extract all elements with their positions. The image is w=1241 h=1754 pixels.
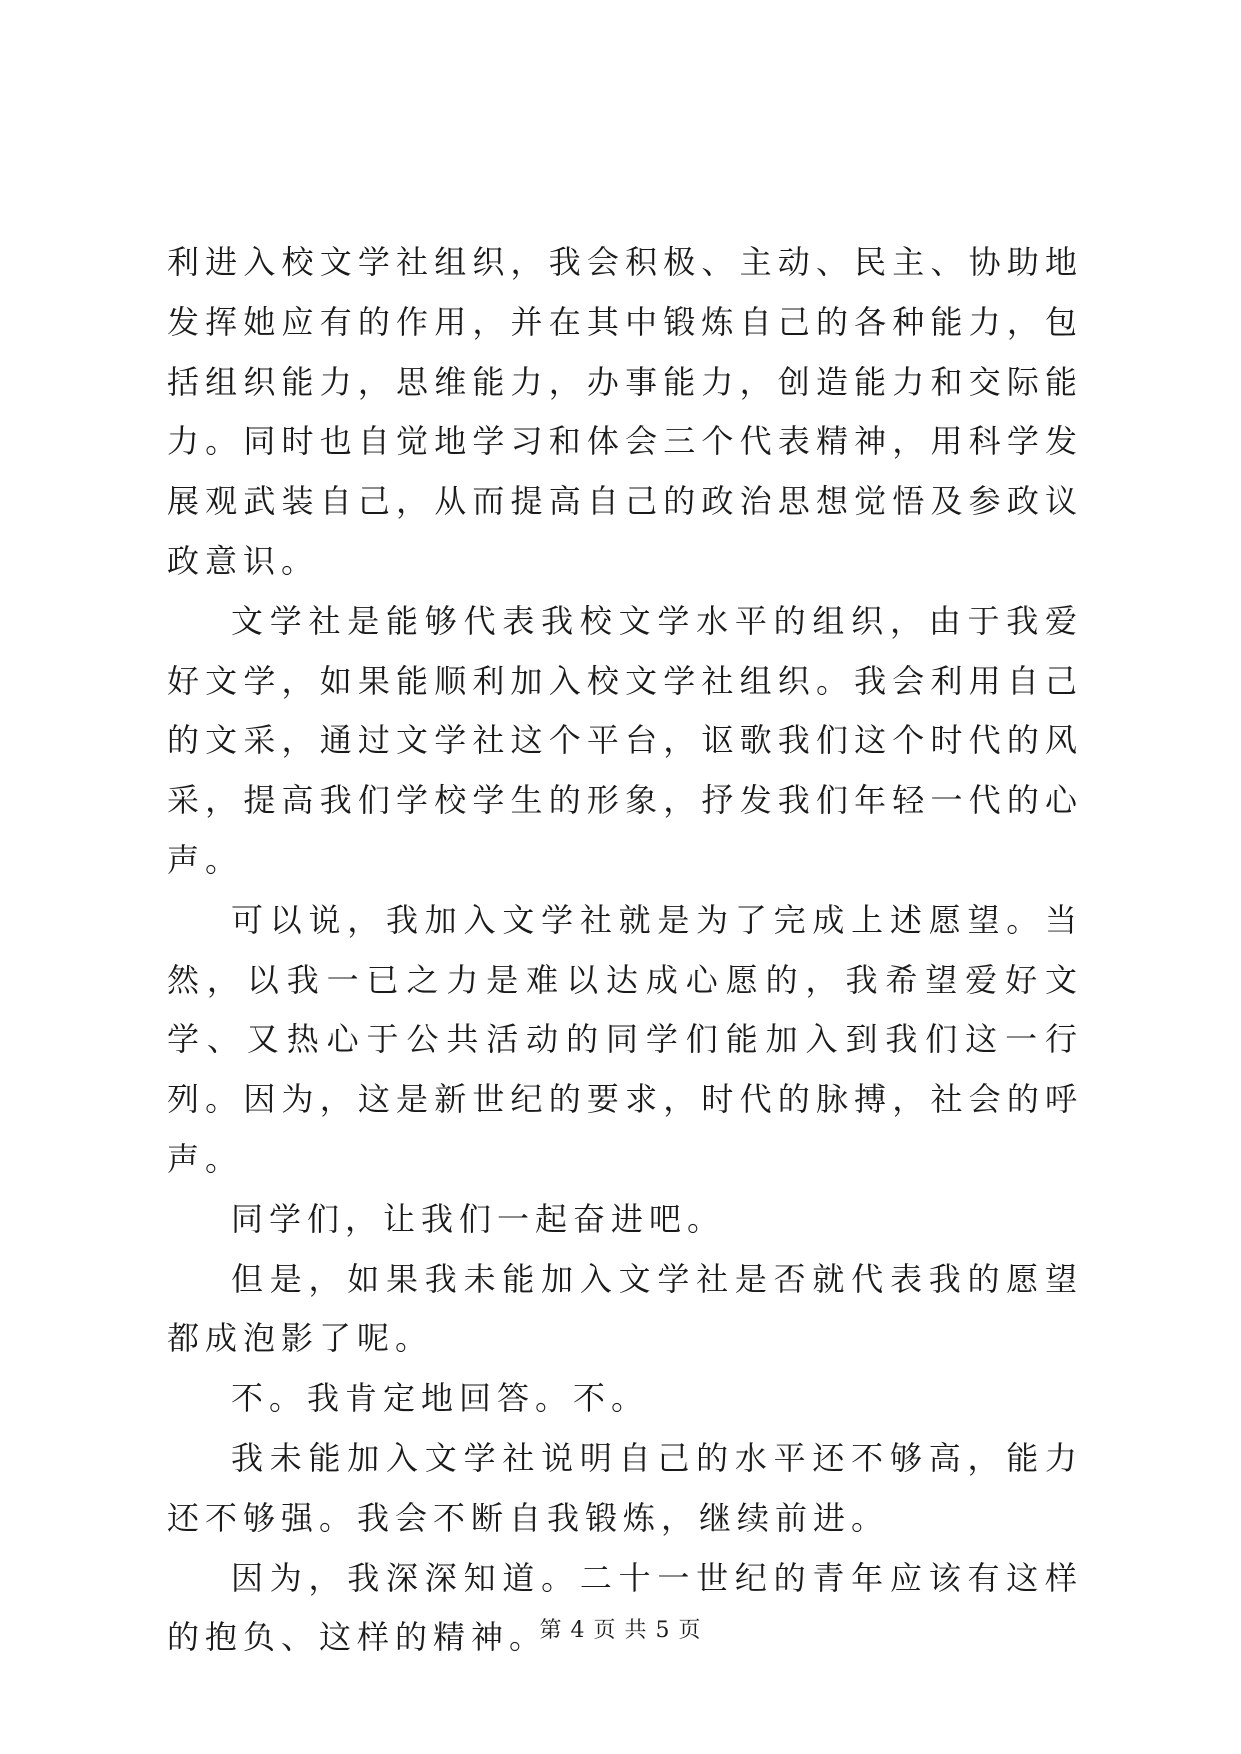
paragraph: 可以说，我加入文学社就是为了完成上述愿望。当然，以我一已之力是难以达成心愿的，我希望爱好文学、又热心于公共活动的同学们能加入到我们这一行列。因为，这是新世纪的要求，时代的脉搏，社会的呼声。 — [167, 900, 1083, 1178]
document-body — [167, 233, 1083, 1668]
paragraph: 不。我肯定地回答。不。 — [231, 1379, 650, 1418]
paragraph: 同学们，让我们一起奋进吧。 — [231, 1199, 726, 1238]
paragraph: 文学社是能够代表我校文学水平的组织，由于我爱好文学，如果能顺利加入校文学社组织。我会利用自己的文采，通过文学社这个平台，讴歌我们这个时代的风采，提高我们学校学生的形象，抒发我们年轻一代的心声。 — [167, 601, 1083, 879]
paragraph-continuation: 利进入校文学社组织，我会积极、主动、民主、协助地发挥她应有的作用，并在其中锻炼自己的各种能力，包括组织能力，思维能力，办事能力，创造能力和交际能力。同时也自觉地学习和体会三个代表精神，用科学发展观武装自己，从而提高自己的政治思想觉悟及参政议政意识。 — [167, 243, 1083, 580]
paragraph: 因为，我深深知道。二十一世纪的青年应该有这样的抱负、这样的精神。 — [167, 1558, 1083, 1657]
paragraph: 我未能加入文学社说明自己的水平还不够高，能力还不够强。我会不断自我锻炼，继续前进。 — [167, 1438, 1083, 1537]
page-number-footer: 第 4 页 共 5 页 — [539, 1618, 702, 1643]
paragraph: 但是，如果我未能加入文学社是否就代表我的愿望都成泡影了呢。 — [167, 1259, 1083, 1358]
